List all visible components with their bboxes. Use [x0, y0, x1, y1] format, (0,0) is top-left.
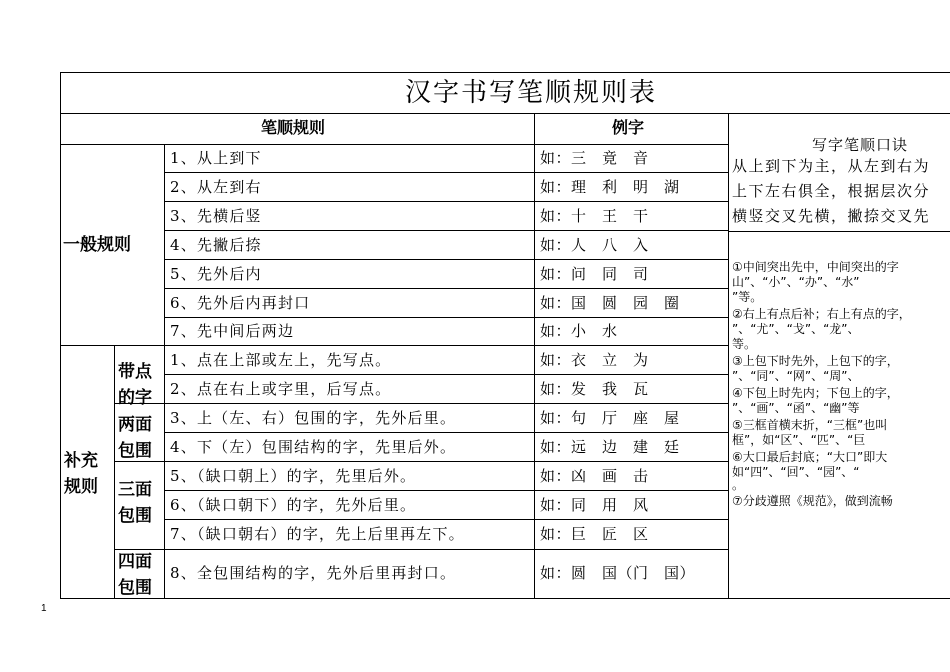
rule-example: 如：句 厅 座 屋: [540, 409, 680, 427]
subgroup-three-side: 三面包围: [118, 480, 152, 526]
rule-example: 如：发 我 瓦: [540, 380, 649, 398]
rule-example: 如：国 圆 园 圈: [540, 294, 680, 312]
rule-text: 4、下（左）包围结构的字，先里后外。: [170, 438, 457, 456]
rule-text: 5、先外后内: [170, 265, 262, 283]
rule-example: 如：圆 国（门 国）: [540, 564, 696, 582]
row-line: [164, 259, 728, 260]
verse-line: 横竖交叉先横，撇捺交叉先: [732, 207, 931, 225]
page-number: 1: [41, 603, 47, 614]
note-line: ”、“尤”、“戈”、“龙”、: [732, 322, 860, 336]
page-title: 汉字书写笔顺规则表: [405, 78, 658, 108]
group-supplement: 补充规则: [64, 451, 98, 497]
row-line: [164, 172, 728, 173]
note-line: ”、“同”、“网”、“周”、: [732, 369, 860, 383]
rule-text: 7、先中间后两边: [170, 322, 295, 340]
note-line: 山”、“小”、“办”、“水”: [732, 275, 860, 289]
rule-text: 3、上（左、右）包围的字，先外后里。: [170, 409, 457, 427]
row-line: [164, 288, 728, 289]
rule-text: 5、（缺口朝上）的字，先里后外。: [170, 467, 417, 485]
rule-example: 如：巨 匠 区: [540, 525, 649, 543]
rule-col-left: [164, 144, 165, 599]
rule-example: 如：理 利 明 湖: [540, 178, 680, 196]
verse-title: 写字笔顺口诀: [812, 136, 909, 154]
row-line: [164, 201, 728, 202]
notes-col-left: [728, 113, 729, 599]
rule-example: 如：人 八 入: [540, 236, 649, 254]
subgroup-divider: [114, 345, 115, 599]
rule-example: 如：衣 立 为: [540, 351, 649, 369]
row-line: [164, 230, 728, 231]
note-line: 如“四”、“回”、“园”、“: [732, 465, 860, 479]
note-line: ①中间突出先中，中间突出的字: [732, 260, 899, 274]
table-border-left: [60, 72, 61, 599]
rule-text: 7、（缺口朝右）的字，先上后里再左下。: [170, 525, 465, 543]
rule-text: 2、从左到右: [170, 178, 262, 196]
table-border-top: [60, 72, 950, 73]
note-line: ”等。: [732, 290, 763, 304]
note-line: ⑤三框首横末折，“三框”也叫: [732, 418, 888, 432]
row-line: [164, 519, 728, 520]
example-col-left: [534, 113, 535, 599]
row-line: [164, 374, 728, 375]
row-line: [164, 317, 728, 318]
header-rule: 笔顺规则: [261, 118, 326, 137]
mnemonic-panel: [732, 114, 950, 598]
rule-text: 1、点在上部或左上，先写点。: [170, 351, 392, 369]
note-line: ③上包下时先外，上包下的字，: [732, 354, 899, 368]
table-border-bottom: [60, 598, 950, 599]
note-line: ⑦分歧遵照《规范》，做到流畅: [732, 494, 893, 508]
row-line: [114, 549, 728, 550]
rule-example: 如：三 竟 音: [540, 149, 649, 167]
rule-text: 4、先撇后捺: [170, 236, 262, 254]
note-line: ⑥大口最后封底；“大口”即大: [732, 450, 888, 464]
rule-text: 1、从上到下: [170, 149, 262, 167]
rule-text: 6、先外后内再封口: [170, 294, 311, 312]
subgroup-two-side: 两面包围: [118, 415, 152, 461]
group-general: 一般规则: [63, 235, 131, 255]
note-line: ②右上有点后补；右上有点的字，: [732, 307, 911, 321]
note-line: ④下包上时先内；下包上的字，: [732, 386, 899, 400]
subgroup-dot: 带点的字: [118, 362, 152, 408]
rule-text: 8、全包围结构的字，先外后里再封口。: [170, 564, 457, 582]
rule-text: 3、先横后竖: [170, 207, 262, 225]
rule-example: 如：同 用 风: [540, 496, 649, 514]
header-bottom-border: [60, 144, 728, 145]
note-line: 。: [732, 478, 745, 492]
rule-text: 6、（缺口朝下）的字，先外后里。: [170, 496, 417, 514]
rule-text: 2、点在右上或字里，后写点。: [170, 380, 392, 398]
row-line: [164, 490, 728, 491]
header-example: 例字: [612, 118, 645, 137]
rule-example: 如：十 王 干: [540, 207, 649, 225]
note-line: ”、“画”、“函”、“幽”等: [732, 401, 860, 415]
subgroup-four-side: 四面包围: [118, 552, 152, 598]
row-line: [164, 432, 728, 433]
general-bottom-border: [60, 345, 728, 346]
rule-example: 如：凶 画 击: [540, 467, 649, 485]
note-line: 等。: [732, 337, 757, 351]
verse-line: 上下左右俱全，根据层次分: [732, 182, 931, 200]
rule-example: 如：问 同 司: [540, 265, 649, 283]
row-line: [114, 403, 728, 404]
note-line: 框”，如“区”、“匹”、“巨: [732, 433, 866, 447]
rule-example: 如：小 水: [540, 322, 618, 340]
row-line: [114, 461, 728, 462]
verse-line: 从上到下为主，从左到右为: [732, 157, 931, 175]
rule-example: 如：远 边 建 廷: [540, 438, 680, 456]
